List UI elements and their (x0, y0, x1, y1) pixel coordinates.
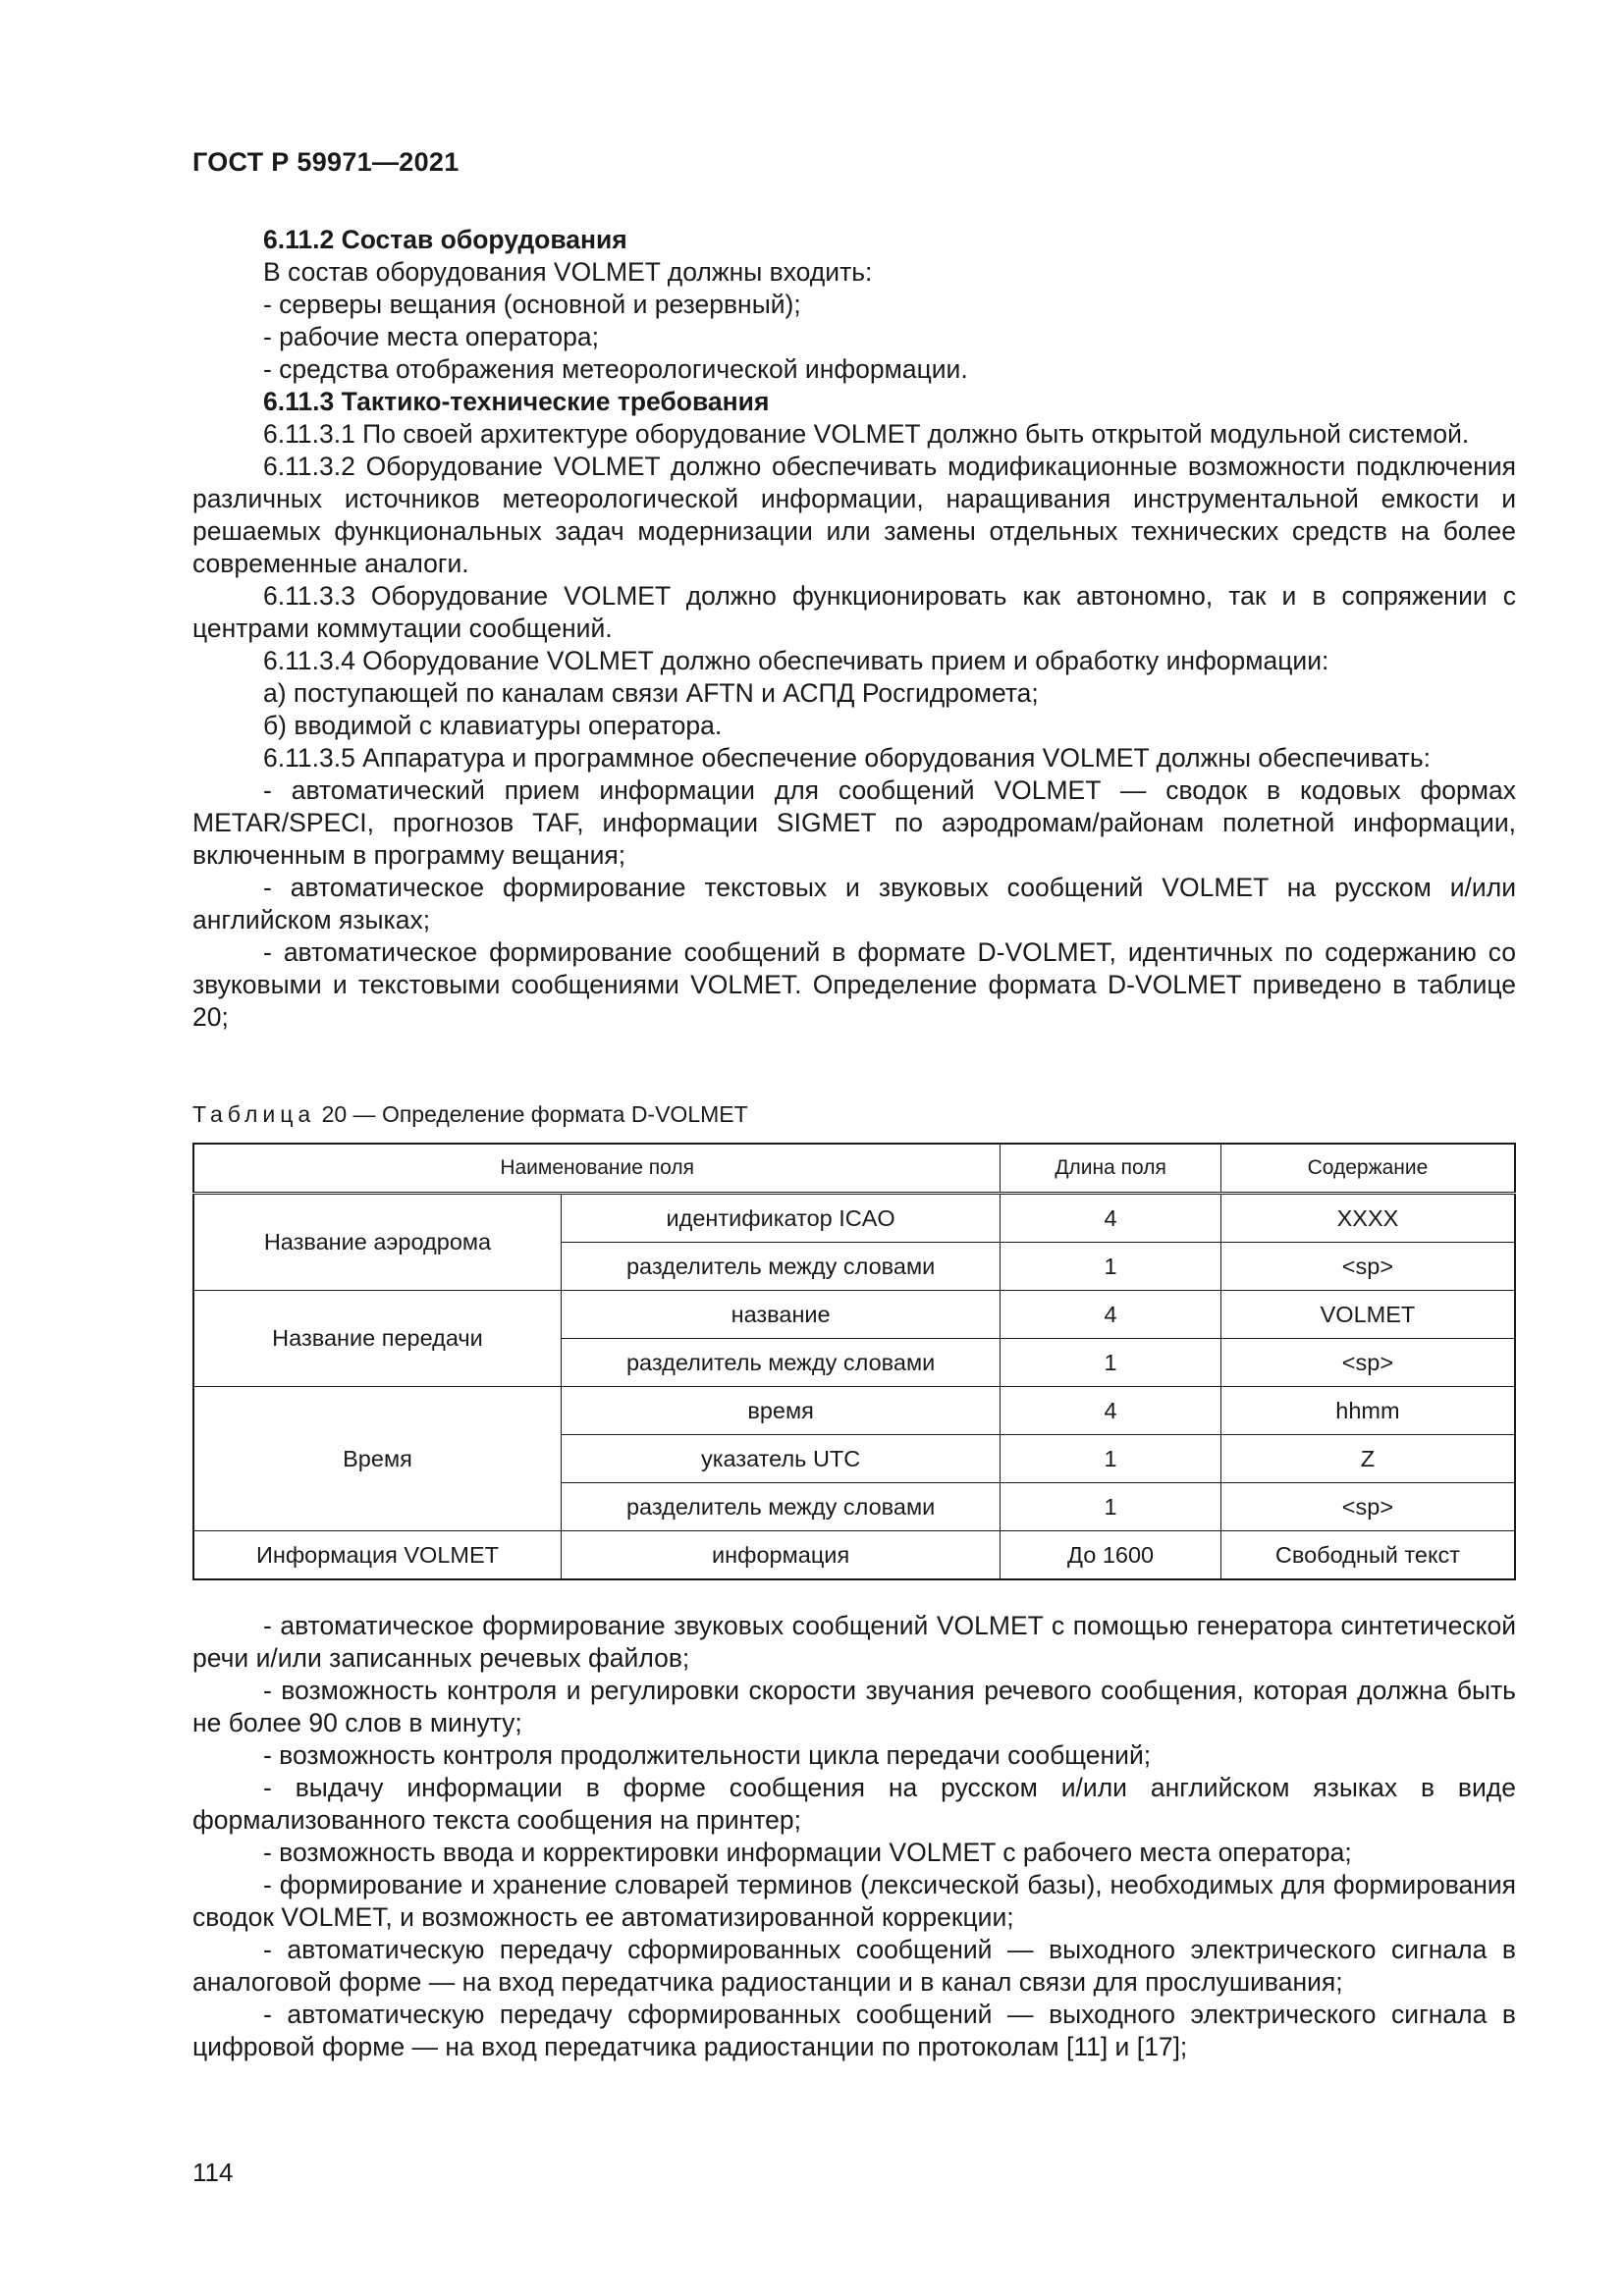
table-caption-word: Таблица (192, 1101, 316, 1127)
field-group-name: Название передачи (193, 1291, 561, 1387)
field-group-name: Время (193, 1387, 561, 1531)
field-content: <sp> (1220, 1483, 1515, 1531)
subfield-name: указатель UTC (561, 1435, 1000, 1483)
field-length: 4 (1001, 1291, 1221, 1339)
table-header-row (193, 1144, 1515, 1194)
subfield-name: время (561, 1387, 1000, 1435)
paragraph: б) вводимой с клавиатуры оператора. (263, 711, 723, 740)
document-code-header: ГОСТ Р 59971—2021 (192, 147, 460, 177)
list-item: - автоматическую передачу сформированных сообщений — выходного электрического сигнала в аналоговой форме — на вход передатчика радиостанции и в канал связи для прослушивания; (192, 1935, 1516, 1997)
list-item: - выдачу информации в форме сообщения на русском и/или английском языках в виде формализованного текста сообщения на принтер; (192, 1773, 1516, 1835)
table-caption-title: 20 — Определение формата D-VOLMET (321, 1101, 748, 1127)
field-group-name: Информация VOLMET (193, 1531, 561, 1580)
table-row (193, 1194, 1515, 1243)
field-length: 1 (1001, 1435, 1221, 1483)
field-content: Свободный текст (1220, 1531, 1515, 1580)
field-content: hhmm (1220, 1387, 1515, 1435)
subfield-name: название (561, 1291, 1000, 1339)
table-row (193, 1387, 1515, 1435)
paragraph: - серверы вещания (основной и резервный); (263, 290, 801, 319)
field-length: 4 (1001, 1194, 1221, 1243)
header-field-length: Длина поля (1001, 1144, 1221, 1194)
table-caption (192, 1101, 748, 1128)
paragraph: - рабочие места оператора; (263, 322, 599, 351)
field-content: VOLMET (1220, 1291, 1515, 1339)
subfield-name: идентификатор ICAO (561, 1194, 1000, 1243)
field-content: <sp> (1220, 1339, 1515, 1387)
list-item: - возможность ввода и корректировки информации VOLMET с рабочего места оператора; (263, 1838, 1352, 1867)
section-heading: 6.11.2 Состав оборудования (263, 225, 627, 254)
paragraph: - автоматический прием информации для сообщений VOLMET — сводок в кодовых формах METAR/SPECI, прогнозов TAF, информации SIGMET по аэродромам/районам полетной информации, включенным в программу вещания; (192, 775, 1516, 870)
field-content: Z (1220, 1435, 1515, 1483)
paragraph: 6.11.3.4 Оборудование VOLMET должно обеспечивать прием и обработку информации: (263, 646, 1329, 675)
paragraph: 6.11.3.5 Аппаратура и программное обеспечение оборудования VOLMET должны обеспечивать: (263, 743, 1432, 773)
section-heading: 6.11.3 Тактико-технические требования (263, 387, 770, 416)
list-item: - возможность контроля продолжительности цикла передачи сообщений; (263, 1740, 1152, 1770)
paragraph: - автоматическое формирование текстовых и звуковых сообщений VOLMET на русском и/или английском языках; (192, 873, 1516, 934)
field-length: 1 (1001, 1339, 1221, 1387)
d-volmet-format-table (192, 1143, 1516, 1580)
field-length: До 1600 (1001, 1531, 1221, 1580)
lower-body-text (192, 1610, 1516, 2063)
paragraph: - автоматическое формирование сообщений в формате D-VOLMET, идентичных по содержанию со звуковыми и текстовыми сообщениями VOLMET. Определение формата D-VOLMET приведено в таблице 20; (192, 937, 1516, 1032)
field-content: <sp> (1220, 1243, 1515, 1291)
field-length: 1 (1001, 1483, 1221, 1531)
subfield-name: разделитель между словами (561, 1483, 1000, 1531)
subfield-name: разделитель между словами (561, 1243, 1000, 1291)
header-content: Содержание (1220, 1144, 1515, 1194)
field-content: XXXX (1220, 1194, 1515, 1243)
paragraph: а) поступающей по каналам связи AFTN и АСПД Росгидромета; (263, 678, 1039, 708)
list-item: - формирование и хранение словарей терминов (лексической базы), необходимых для формирования сводок VOLMET, и возможность ее автоматизированной коррекции; (192, 1870, 1516, 1932)
field-length: 4 (1001, 1387, 1221, 1435)
header-field-name: Наименование поля (193, 1144, 1001, 1194)
list-item: - возможность контроля и регулировки скорости звучания речевого сообщения, которая должна быть не более 90 слов в минуту; (192, 1676, 1516, 1737)
subfield-name: разделитель между словами (561, 1339, 1000, 1387)
table-row (193, 1291, 1515, 1339)
paragraph: 6.11.3.1 По своей архитектуре оборудование VOLMET должно быть открытой модульной системой. (263, 419, 1470, 449)
list-item: - автоматическое формирование звуковых сообщений VOLMET с помощью генератора синтетической речи и/или записанных речевых файлов; (192, 1611, 1516, 1673)
upper-body-text (192, 224, 1516, 1034)
paragraph: 6.11.3.3 Оборудование VOLMET должно функционировать как автономно, так и в сопряжении с центрами коммутации сообщений. (192, 581, 1516, 643)
paragraph: В состав оборудования VOLMET должны входить: (263, 257, 873, 287)
table-row (193, 1531, 1515, 1580)
paragraph: - средства отображения метеорологической информации. (263, 354, 968, 384)
page-number: 114 (192, 2158, 234, 2187)
subfield-name: информация (561, 1531, 1000, 1580)
paragraph: 6.11.3.2 Оборудование VOLMET должно обеспечивать модификационные возможности подключения различных источников метеорологической информации, наращивания инструментальной емкости и решаемых функциональных задач модернизации или замены отдельных технических средств на более современные аналоги. (192, 452, 1516, 578)
list-item: - автоматическую передачу сформированных сообщений — выходного электрического сигнала в цифровой форме — на вход передатчика радиостанции по протоколам [11] и [17]; (192, 2000, 1516, 2061)
field-length: 1 (1001, 1243, 1221, 1291)
field-group-name: Название аэродрома (193, 1194, 561, 1291)
